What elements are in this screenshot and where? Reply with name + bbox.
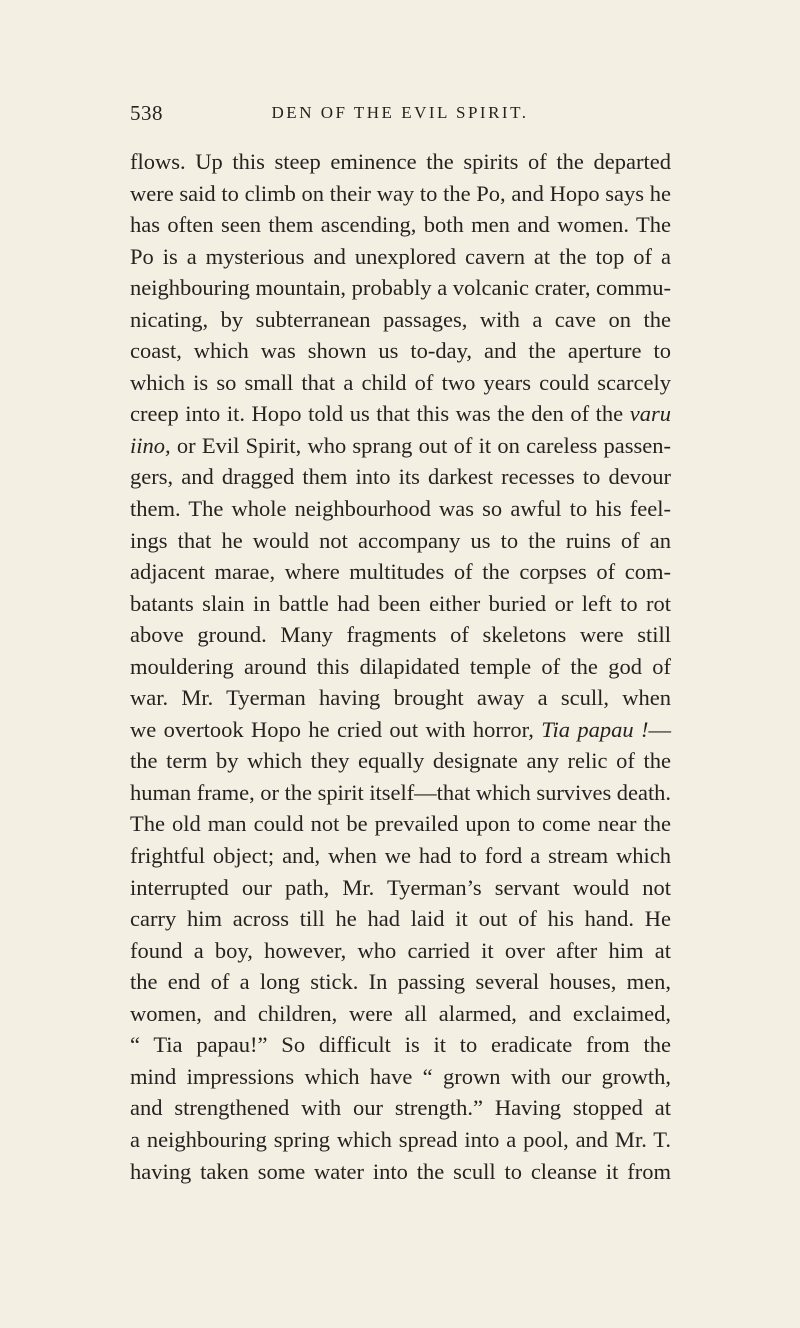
italic-term: varu (629, 401, 671, 427)
text-line: gers, and dragged them into its darkest recesses to devour (130, 464, 671, 490)
text-line: has often seen them ascending, both men and women. The (130, 212, 671, 238)
text-line: carry him across till he had laid it out of his hand. He (130, 906, 671, 932)
text-line: a neighbouring spring which spread into a pool, and Mr. T. (130, 1126, 671, 1152)
text-line: we overtook Hopo he cried out with horror, Tia papau !— (130, 716, 672, 742)
text-line: which is so small that a child of two years could scarcely (130, 369, 671, 395)
italic-term: iino, (130, 432, 171, 458)
body-text (130, 146, 671, 1187)
text-line: neighbouring mountain, probably a volcanic crater, commu- (130, 275, 671, 301)
text-line: frightful object; and, when we had to ford a stream which (130, 843, 671, 869)
text-line: “ Tia papau!” So difficult is it to eradicate from the (130, 1032, 671, 1058)
italic-term: Tia papau ! (541, 716, 649, 742)
text-line: them. The whole neighbourhood was so awful to his feel- (130, 496, 671, 522)
text-line: mouldering around this dilapidated temple of the god of (130, 653, 671, 679)
text-line: Po is a mysterious and unexplored cavern at the top of a (130, 243, 671, 269)
text-line: having taken some water into the scull to cleanse it from (130, 1158, 671, 1184)
text-line: coast, which was shown us to-day, and the aperture to (130, 338, 671, 364)
text-line: the term by which they equally designate any relic of the (130, 748, 671, 774)
text-line: the end of a long stick. In passing several houses, men, (130, 969, 671, 995)
text-line: ings that he would not accompany us to the ruins of an (130, 527, 671, 553)
text-line: human frame, or the spirit itself—that which survives death. (130, 779, 671, 805)
page-header (130, 101, 670, 131)
text-line: batants slain in battle had been either buried or left to rot (130, 590, 671, 616)
text-line: iino, or Evil Spirit, who sprang out of it on careless passen- (130, 432, 671, 458)
text-line: above ground. Many fragments of skeletons were still (130, 622, 671, 648)
text-line: war. Mr. Tyerman having brought away a scull, when (130, 685, 671, 711)
text-line: nicating, by subterranean passages, with a cave on the (130, 306, 671, 332)
running-head: DEN OF THE EVIL SPIRIT. (271, 103, 529, 122)
text-line: found a boy, however, who carried it over after him at (130, 937, 671, 963)
text-line: interrupted our path, Mr. Tyerman’s servant would not (130, 874, 671, 900)
text-line: adjacent marae, where multitudes of the corpses of com- (130, 559, 671, 585)
text-line: The old man could not be prevailed upon to come near the (130, 811, 671, 837)
text-line: women, and children, were all alarmed, and exclaimed, (130, 1000, 671, 1026)
text-line: and strengthened with our strength.” Having stopped at (130, 1095, 671, 1121)
text-line: mind impressions which have “ grown with our growth, (130, 1063, 671, 1089)
page-number: 538 (130, 101, 163, 125)
text-line: creep into it. Hopo told us that this was the den of the varu (130, 401, 671, 427)
text-line: flows. Up this steep eminence the spirits of the departed (130, 149, 671, 174)
text-line: were said to climb on their way to the Po, and Hopo says he (130, 180, 671, 206)
